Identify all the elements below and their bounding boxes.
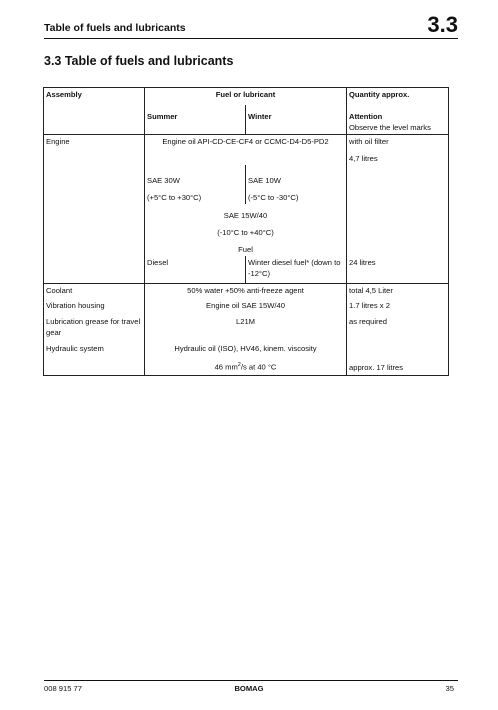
engine-qty bbox=[347, 134, 449, 165]
fuels-lubricants-table bbox=[43, 87, 449, 376]
col-header-quantity: Quantity approx. bbox=[347, 88, 449, 105]
hydraulic-assembly: Hydraulic system bbox=[44, 339, 145, 375]
coolant-qty: total 4,5 Liter bbox=[347, 283, 449, 299]
engine-qty-litres: 4,7 litres bbox=[349, 153, 378, 163]
fuel-label: Fuel bbox=[238, 244, 253, 254]
header-divider bbox=[44, 38, 458, 39]
engine-all-season-oil bbox=[145, 204, 347, 256]
attention-label: Attention bbox=[349, 111, 383, 121]
section-title: 3.3 Table of fuels and lubricants bbox=[44, 54, 234, 68]
coolant-assembly: Coolant bbox=[44, 283, 145, 299]
col-header-assembly: Assembly bbox=[44, 88, 145, 105]
footer-page-number: 35 bbox=[445, 684, 454, 693]
attention-note: Observe the level marks bbox=[349, 122, 431, 132]
hydraulic-viscosity: 46 $mm^2/s$ at 40 °C bbox=[214, 362, 277, 372]
engine-oil-spec: Engine oil API-CD-CE-CF4 or CCMC-D4-D5-PD2 bbox=[162, 136, 329, 146]
hydraulic-oil-spec: Hydraulic oil (ISO), HV46, kinem. viscosity bbox=[174, 344, 317, 353]
all-season-oil-temp: (-10°C to +40°C) bbox=[217, 227, 274, 237]
fuel-qty: 24 litres bbox=[347, 256, 449, 284]
grease-assembly: Lubrication grease for travel gear bbox=[44, 315, 145, 339]
col-header-fuel: Fuel or lubricant bbox=[145, 88, 347, 105]
fuel-summer: Diesel bbox=[145, 256, 246, 284]
coolant-lubricant: 50% water +50% anti-freeze agent bbox=[187, 285, 304, 295]
vibration-qty: 1.7 litres x 2 bbox=[347, 299, 449, 315]
all-season-oil-grade: SAE 15W/40 bbox=[223, 210, 268, 220]
engine-summer-oil bbox=[145, 165, 246, 204]
engine-assembly: Engine bbox=[44, 134, 145, 165]
footer-doc-number: 008 915 77 bbox=[44, 684, 83, 693]
sub-header-summer: Summer bbox=[145, 105, 246, 135]
page-header-number: 3.3 bbox=[427, 12, 458, 37]
hydraulic-qty: approx. 17 litres bbox=[347, 339, 449, 375]
summer-oil-grade: SAE 30W bbox=[147, 175, 180, 185]
footer-brand: BOMAG bbox=[234, 684, 264, 693]
vibration-assembly: Vibration housing bbox=[44, 299, 145, 315]
winter-oil-temp: (-5°C to -30°C) bbox=[248, 192, 299, 202]
engine-winter-oil bbox=[246, 165, 347, 204]
grease-lubricant: L21M bbox=[236, 317, 255, 326]
page-header-title: Table of fuels and lubricants bbox=[44, 22, 186, 34]
attention-cell bbox=[347, 105, 449, 135]
sub-header-winter: Winter bbox=[246, 105, 347, 135]
vibration-lubricant: Engine oil SAE 15W/40 bbox=[206, 301, 285, 310]
winter-oil-grade: SAE 10W bbox=[248, 175, 281, 185]
summer-oil-temp: (+5°C to +30°C) bbox=[147, 192, 202, 202]
grease-qty: as required bbox=[347, 315, 449, 339]
engine-qty-filter: with oil filter bbox=[349, 136, 389, 146]
header-spacer bbox=[44, 105, 145, 135]
hydraulic-lubricant bbox=[145, 339, 347, 375]
fuel-winter: Winter diesel fuel* (down to -12°C) bbox=[246, 256, 347, 284]
footer-divider bbox=[44, 680, 458, 681]
